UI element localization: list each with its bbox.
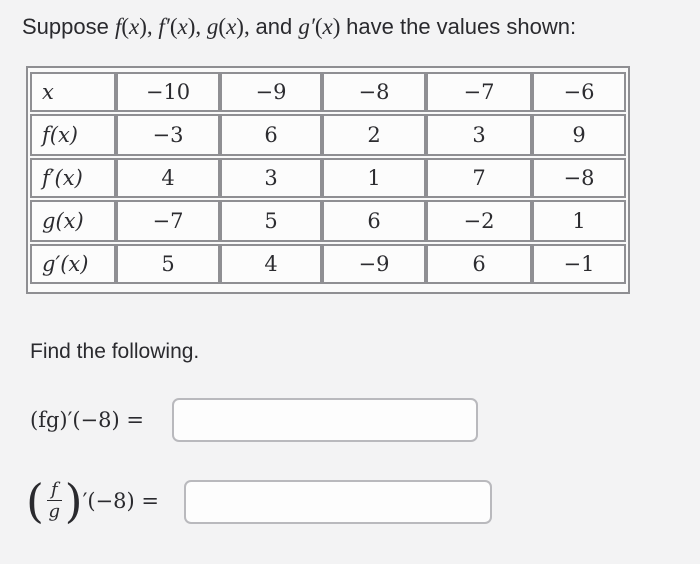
fraction-numerator: f <box>47 480 62 501</box>
table-cell: 2 <box>322 114 426 156</box>
table-row-header: g(x) <box>30 200 116 242</box>
g-symbol: g <box>206 14 219 39</box>
table-cell: −9 <box>322 244 426 284</box>
table-cell: 5 <box>116 244 220 284</box>
question-quotient-derivative <box>26 474 159 528</box>
table-cell: 6 <box>322 200 426 242</box>
values-table <box>26 66 630 294</box>
table-cell: −3 <box>116 114 220 156</box>
table-cell: 4 <box>116 158 220 198</box>
statement-tail: have the values shown: <box>346 14 577 39</box>
answer-input-product[interactable] <box>172 398 478 442</box>
table-cell: 6 <box>220 114 322 156</box>
fraction <box>47 480 62 523</box>
statement-lead: Suppose <box>22 14 115 39</box>
table-row-header: f(x) <box>30 114 116 156</box>
table-cell: 1 <box>322 158 426 198</box>
table-cell: 4 <box>220 244 322 284</box>
fprime-symbol: f′ <box>158 14 170 39</box>
table-cell: −9 <box>220 72 322 112</box>
table-cell: −1 <box>532 244 626 284</box>
table-row-header: x <box>30 72 116 112</box>
quotient-derivative-label: ′(−8) = <box>82 489 159 513</box>
table-cell: −10 <box>116 72 220 112</box>
product-derivative-label: (fg)′(−8) = <box>30 408 144 432</box>
table-cell: 9 <box>532 114 626 156</box>
table-cell: −8 <box>322 72 426 112</box>
instruction-text: Find the following. <box>30 340 200 363</box>
right-paren: ) <box>64 474 83 528</box>
answer-input-quotient[interactable] <box>184 480 492 524</box>
question-product-derivative <box>30 398 144 442</box>
table-cell: 3 <box>220 158 322 198</box>
f-symbol: f <box>114 14 122 39</box>
statement-and: and <box>255 14 293 39</box>
left-paren: ( <box>26 474 44 528</box>
table-cell: 3 <box>426 114 532 156</box>
table-cell: 5 <box>220 200 322 242</box>
table-cell: 7 <box>426 158 532 198</box>
table-cell: −7 <box>426 72 532 112</box>
fraction-denominator: g <box>48 500 61 522</box>
table-cell: −8 <box>532 158 626 198</box>
table-cell: −6 <box>532 72 626 112</box>
problem-statement: Suppose f(x), f′(x), g(x), and g′(x) have the values shown: <box>22 14 577 39</box>
gprime-symbol: g′ <box>298 14 315 39</box>
table-cell: −2 <box>426 200 532 242</box>
table-cell: 1 <box>532 200 626 242</box>
table-cell: 6 <box>426 244 532 284</box>
table-cell: −7 <box>116 200 220 242</box>
table-row-header: g′(x) <box>30 244 116 284</box>
table-row-header: f′(x) <box>30 158 116 198</box>
